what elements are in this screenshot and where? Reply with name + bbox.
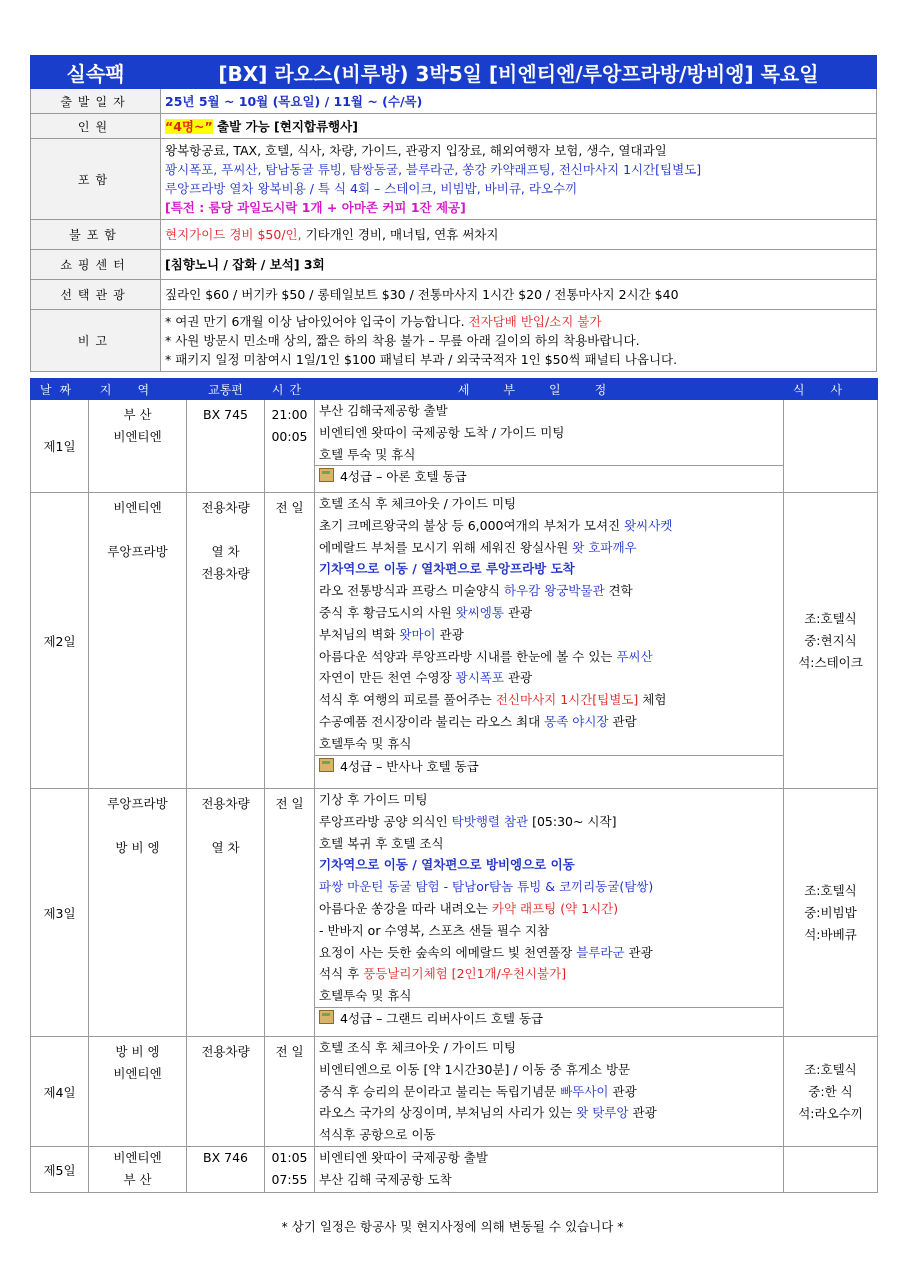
people-text: 출발 가능 [현지합류행사] [212, 118, 358, 134]
attraction: 빠뚜사이 [560, 1083, 609, 1099]
people-label: 인원 [31, 114, 161, 139]
include-label: 포함 [31, 139, 161, 220]
exclude-label: 불포함 [31, 220, 161, 250]
detail-line: 루앙프라방 공양 의식인 탁밧행렬 참관 [05:30~ 시작] [319, 813, 617, 829]
detail-line: 요정이 사는 듯한 숲속의 에메랄드 빛 천연풀장 블루라군 관광 [319, 944, 653, 960]
region-cell [89, 400, 187, 493]
exclude-text: 기타개인 경비, 매너팁, 연휴 써차지 [301, 227, 499, 242]
detail-line: 호텔투숙 및 휴식 [319, 735, 412, 751]
itinerary-document [30, 55, 877, 1193]
detail-line: 파쌍 마운틴 동굴 탐험 - 탐남or탐놈 튜빙 & 코끼리동굴(탐쌍) [319, 879, 654, 895]
meal: 중:현지식 [804, 632, 857, 648]
region: 방 비 엥 [115, 840, 160, 855]
package-tag: 실속팩 [31, 56, 161, 89]
include-row [31, 139, 877, 220]
detail-line: 아름다운 쏭강을 따라 내려오는 카약 래프팅 (약 1시간) [319, 900, 619, 916]
info-table [30, 55, 877, 372]
col-meal: 식사 [784, 379, 878, 400]
attraction: 왓 호파깨우 [572, 539, 637, 555]
region: 비엔티엔 [113, 429, 162, 444]
remark-line: * 패키지 일정 미참여시 1일/1인 $100 패널티 부과 / 외국국적자 1인 $50씩 패널티 나옵니다. [165, 352, 678, 367]
transport: 열 차 [211, 544, 240, 559]
remarks-value [161, 310, 877, 372]
attraction: 왓씨엥통 [455, 604, 504, 620]
detail-cell [315, 1147, 784, 1193]
hotel-icon [319, 1010, 334, 1024]
transport: 전용차량 [201, 566, 250, 581]
detail-line: 석식 후 풍등날리기체험 [2인1개/우천시불가] [319, 966, 567, 982]
attraction: 하우캄 왕궁박물관 [503, 583, 605, 599]
region: 비엔티엔 [113, 1066, 162, 1081]
detail-line: 석식 후 여행의 피로를 풀어주는 전신마사지 1시간[팁별도] 체험 [319, 692, 667, 708]
detail-line: 수공예품 전시장이라 불리는 라오스 최대 몽족 야시장 관람 [319, 713, 637, 729]
include-line: 왕복항공료, TAX, 호텔, 식사, 차량, 가이드, 관광지 입장료, 해외여행자 보험, 생수, 열대과일 [165, 143, 667, 158]
detail-line: 호텔 조식 후 체크아웃 / 가이드 미팅 [319, 496, 517, 511]
detail-line: 중식 후 승리의 문이라고 불리는 독립기념문 빠뚜사이 관광 [319, 1083, 637, 1099]
region: 방 비 엥 [115, 1044, 160, 1059]
shopping-items: [침향노니 / 잡화 / 보석] [165, 257, 300, 272]
transport-cell [187, 493, 265, 789]
massage: 전신마사지 1시간[팁별도] [495, 692, 639, 708]
day-row [31, 493, 878, 789]
detail-line: 아름다운 석양과 루앙프라방 시내를 한눈에 볼 수 있는 푸씨산 [319, 648, 653, 664]
exclude-row [31, 220, 877, 250]
attraction: 탁밧행렬 참관 [451, 813, 529, 829]
transport: 전용차량 [201, 796, 250, 811]
region: 비엔티엔 [113, 1150, 162, 1165]
detail-line: 중식 후 황금도시의 사원 왓씨엥통 관광 [319, 604, 533, 620]
detail-line: 비엔티엔 왓따이 국제공항 출발 [319, 1150, 488, 1165]
meal-cell [784, 400, 878, 493]
include-bonus: [특전 : 룸당 과일도시락 1개 + 아마존 커피 1잔 제공] [165, 200, 466, 215]
include-value [161, 139, 877, 220]
min-people-highlight: “4명~” [165, 118, 213, 134]
detail-line: 호텔투숙 및 휴식 [319, 988, 412, 1004]
day-row [31, 789, 878, 1037]
transport-cell [187, 789, 265, 1037]
schedule-table [30, 378, 878, 1193]
meal: 조:호텔식 [804, 610, 857, 626]
optional-label: 선택관광 [31, 280, 161, 310]
remarks-label: 비고 [31, 310, 161, 372]
attraction: 왓 탓루앙 [576, 1105, 629, 1121]
transport: 전용차량 [201, 500, 250, 515]
meal: 석:라오수끼 [798, 1105, 863, 1121]
detail-cell [315, 1037, 784, 1147]
remark-line [165, 312, 872, 331]
day-label: 제1일 [31, 400, 89, 493]
meal: 조:호텔식 [804, 1061, 857, 1077]
region: 루앙프라방 [107, 544, 168, 559]
col-region: 지역 [89, 379, 187, 400]
region-cell [89, 493, 187, 789]
day-row [31, 400, 878, 493]
meal: 중:한 식 [808, 1083, 853, 1099]
meal-cell [784, 789, 878, 1037]
optional-value: 짚라인 $60 / 버기카 $50 / 롱테일보트 $30 / 전통마사지 1시간 $20 / 전통마사지 2시간 $40 [161, 280, 877, 310]
dates-value: 25년 5월 ~ 10월 (목요일) / 11월 ~ (수/목) [161, 89, 877, 114]
train-transfer: 기차역으로 이동 / 열차편으로 루앙프라방 도착 [319, 561, 575, 577]
day-label: 제3일 [31, 789, 89, 1037]
attraction: 몽족 야시장 [544, 713, 609, 729]
e-cigarette-warning: 전자담배 반입/소지 불가 [464, 314, 602, 329]
transport-cell: BX 746 [187, 1147, 265, 1193]
meal-cell [784, 1037, 878, 1147]
day-label: 제4일 [31, 1037, 89, 1147]
optional-row [31, 280, 877, 310]
title-row [31, 56, 877, 89]
detail-line: 비엔티엔으로 이동 [약 1시간30분] / 이동 중 휴게소 방문 [319, 1061, 631, 1077]
remark-text: * 여권 만기 6개월 이상 남아있어야 입국이 가능합니다. [165, 314, 465, 329]
time: 00:05 [271, 429, 308, 444]
detail-line: 초기 크메르왕국의 불상 등 6,000여개의 부처가 모셔진 왓씨사켓 [319, 517, 673, 533]
detail-line: 부처님의 벽화 왓마이 관광 [319, 626, 464, 642]
col-time: 시간 [265, 379, 315, 400]
detail-line: 기상 후 가이드 미팅 [319, 792, 428, 807]
shopping-label: 쇼핑센터 [31, 250, 161, 280]
region-cell [89, 789, 187, 1037]
hotel-icon [319, 758, 334, 772]
day-label: 제2일 [31, 493, 89, 789]
time: 01:05 [271, 1150, 308, 1165]
time-cell: 전 일 [265, 493, 315, 789]
detail-line: 자연이 만든 천연 수영장 꽝시폭포 관광 [319, 670, 533, 686]
people-row [31, 114, 877, 139]
time: 21:00 [271, 407, 308, 422]
attraction: 블루라군 [576, 944, 625, 960]
page-title: [BX] 라오스(비루방) 3박5일 [비엔티엔/루앙프라방/방비엥] 목요일 [161, 56, 877, 89]
attraction: 왓마이 [399, 626, 436, 642]
detail-line: 라오 전통방식과 프랑스 미술양식 하우캄 왕궁박물관 견학 [319, 583, 633, 599]
time-cell: 전 일 [265, 1037, 315, 1147]
meal-cell [784, 493, 878, 789]
detail-line: 호텔 복귀 후 호텔 조식 [319, 835, 444, 851]
meal: 중:비빔밥 [804, 904, 857, 920]
exclude-value [161, 220, 877, 250]
meal-cell [784, 1147, 878, 1193]
region: 부 산 [123, 407, 152, 422]
remarks-row [31, 310, 877, 372]
transport-cell: 전용차량 [187, 1037, 265, 1147]
dates-row [31, 89, 877, 114]
day-row [31, 1037, 878, 1147]
schedule-header-row [31, 379, 878, 400]
hotel-icon [319, 468, 334, 482]
detail-cell [315, 789, 784, 1037]
col-date: 날짜 [31, 379, 89, 400]
dates-label: 출발일자 [31, 89, 161, 114]
transport: 열 차 [211, 840, 240, 855]
detail-line: 에메랄드 부처를 모시기 위해 세워진 왕실사원 왓 호파깨우 [319, 539, 637, 555]
transport-cell: BX 745 [187, 400, 265, 493]
detail-cell [315, 493, 784, 789]
detail-line: 호텔 투숙 및 휴식 [319, 446, 416, 462]
time-cell [265, 400, 315, 493]
hotel-name: 4성급 – 반사나 호텔 동급 [340, 758, 479, 774]
hotel-line [315, 755, 783, 778]
include-line: 꽝시폭포, 푸씨산, 탐남동굴 튜빙, 탐쌍동굴, 블루라군, 쏭강 카약래프팅, 전신마사지 1시간[팁별도] [165, 162, 702, 177]
hotel-name: 4성급 – 아론 호텔 동급 [340, 469, 467, 485]
hotel-line [315, 465, 783, 488]
attraction: 왓씨사켓 [624, 517, 673, 533]
people-value [161, 114, 877, 139]
detail-line: 비엔티엔 왓따이 국제공항 도착 / 가이드 미팅 [319, 424, 565, 440]
hotel-name: 4성급 – 그랜드 리버사이드 호텔 동급 [340, 1010, 544, 1026]
meal: 조:호텔식 [804, 882, 857, 898]
attraction: 꽝시폭포 [455, 670, 504, 686]
kayak-rafting: 카약 래프팅 (약 1시간) [491, 900, 619, 916]
time: 07:55 [271, 1172, 308, 1187]
detail-line: 라오스 국가의 상징이며, 부처님의 사리가 있는 왓 탓루앙 관광 [319, 1105, 657, 1121]
col-transport: 교통편 [187, 379, 265, 400]
region: 비엔티엔 [113, 500, 162, 515]
hotel-line [315, 1007, 783, 1030]
col-detail: 세부일정 [315, 379, 784, 400]
time-cell [265, 1147, 315, 1193]
time-cell: 전 일 [265, 789, 315, 1037]
day-row [31, 1147, 878, 1193]
footer-note: * 상기 일정은 항공사 및 현지사정에 의해 변동될 수 있습니다 * [281, 1219, 624, 1234]
include-line: 루앙프라방 열차 왕복비용 / 특 식 4회 – 스테이크, 비빔밥, 바비큐, 라오수끼 [165, 181, 578, 196]
attraction: 푸씨산 [616, 648, 653, 664]
meal: 석:스테이크 [798, 654, 863, 670]
train-transfer: 기차역으로 이동 / 열차편으로 방비엥으로 이동 [319, 857, 575, 873]
shopping-value [161, 250, 877, 280]
meal: 석:바베큐 [804, 926, 857, 942]
day-label: 제5일 [31, 1147, 89, 1193]
detail-line: 부산 김해 국제공항 도착 [319, 1171, 452, 1187]
shopping-row [31, 250, 877, 280]
region-cell [89, 1037, 187, 1147]
remark-line: * 사원 방문시 민소매 상의, 짧은 하의 착용 불가 – 무릎 아래 길이의 하의 착용바랍니다. [165, 333, 640, 348]
region: 부 산 [123, 1172, 152, 1187]
detail-line: 호텔 조식 후 체크아웃 / 가이드 미팅 [319, 1040, 517, 1055]
detail-line: 부산 김해국제공항 출발 [319, 403, 448, 418]
detail-line: - 반바지 or 수영복, 스포츠 샌들 필수 지참 [319, 922, 550, 938]
shopping-count: 3회 [299, 257, 325, 272]
guide-fee: 현지가이드 경비 $50/인, [165, 227, 302, 242]
detail-cell [315, 400, 784, 493]
region: 루앙프라방 [107, 796, 168, 811]
lantern-activity: 풍등날리기체험 [2인1개/우천시불가] [363, 966, 567, 982]
region-cell [89, 1147, 187, 1193]
detail-line: 석식후 공항으로 이동 [319, 1127, 436, 1143]
